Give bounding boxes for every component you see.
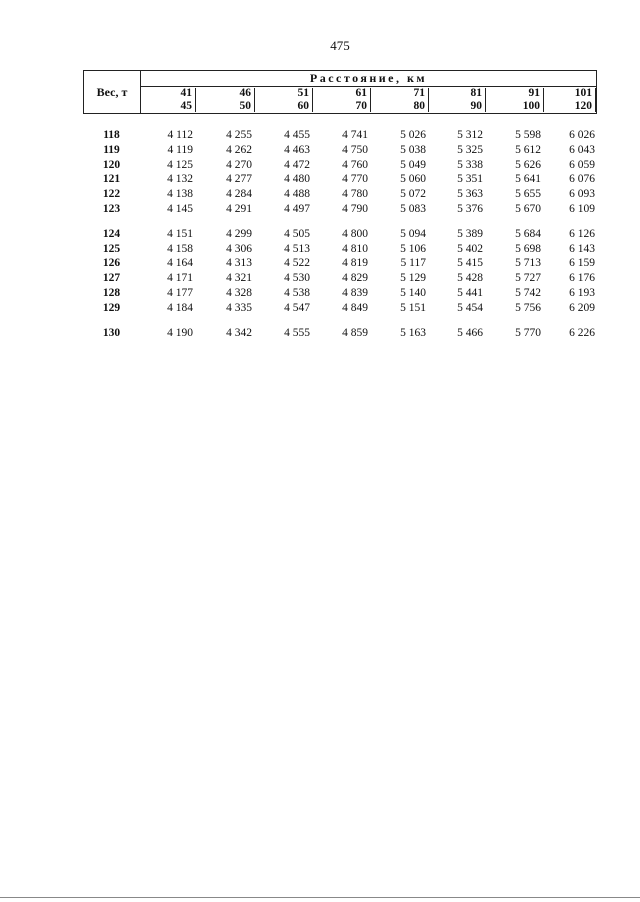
- value-cell: 5 641: [515, 173, 541, 186]
- value-cell: 4 177: [167, 286, 193, 299]
- value-cell: 4 819: [342, 257, 368, 270]
- value-cell: 5 060: [400, 173, 426, 186]
- value-cell: 4 849: [342, 301, 368, 314]
- value-cell: 5 094: [400, 227, 426, 240]
- value-cell: 5 742: [515, 286, 541, 299]
- value-cell: 4 270: [226, 158, 252, 171]
- value-cell: 4 522: [284, 257, 310, 270]
- distance-group-header: Расстояние, км: [141, 71, 596, 87]
- value-cell: 5 376: [457, 202, 483, 215]
- value-cell: 6 076: [569, 173, 595, 186]
- value-cell: 4 119: [167, 143, 193, 156]
- value-cell: 5 117: [400, 257, 426, 270]
- value-cell: 5 770: [515, 326, 541, 339]
- distance-range-header: [544, 87, 596, 113]
- value-cell: 4 284: [226, 188, 252, 201]
- page-number: 475: [330, 38, 350, 53]
- value-cell: 5 441: [457, 286, 483, 299]
- table-row: [83, 227, 597, 242]
- range-from: 46: [239, 87, 251, 99]
- value-cell: 4 488: [284, 188, 310, 201]
- range-to: 80: [413, 99, 425, 112]
- weight-cell: 123: [102, 202, 121, 215]
- value-cell: 6 226: [569, 326, 595, 339]
- value-cell: 5 163: [400, 326, 426, 339]
- value-cell: 4 790: [342, 202, 368, 215]
- page-bottom-rule: [0, 897, 640, 898]
- range-to: 50: [239, 99, 251, 112]
- weight-cell: 119: [103, 143, 120, 156]
- value-cell: 4 299: [226, 227, 252, 240]
- range-to: 120: [574, 99, 592, 112]
- value-cell: 4 306: [226, 242, 252, 255]
- value-cell: 5 049: [400, 158, 426, 171]
- value-cell: 4 164: [167, 257, 193, 270]
- value-cell: 4 455: [284, 129, 310, 141]
- value-cell: 4 505: [284, 227, 310, 240]
- value-cell: 4 255: [226, 129, 252, 141]
- value-cell: 4 800: [342, 227, 368, 240]
- value-cell: 6 026: [569, 129, 595, 141]
- range-from: 51: [297, 87, 309, 99]
- value-cell: 4 145: [167, 202, 193, 215]
- value-cell: 4 190: [167, 326, 193, 339]
- weight-cell: 130: [102, 326, 121, 339]
- value-cell: 5 454: [457, 301, 483, 314]
- value-cell: 4 547: [284, 301, 310, 314]
- distance-range-header: [373, 87, 429, 113]
- value-cell: 5 756: [515, 301, 541, 314]
- column-edge-mark: [195, 88, 197, 112]
- value-cell: 6 176: [569, 272, 595, 285]
- table-body: [83, 128, 597, 340]
- value-cell: 5 598: [515, 129, 541, 141]
- value-cell: 4 335: [226, 301, 252, 314]
- distance-range-header: [315, 87, 371, 113]
- weight-cell: 125: [102, 242, 121, 255]
- value-cell: 5 626: [515, 158, 541, 171]
- value-cell: 5 698: [515, 242, 541, 255]
- value-cell: 4 538: [284, 286, 310, 299]
- range-from: 61: [355, 87, 367, 99]
- value-cell: 5 466: [457, 326, 483, 339]
- distance-range-header: [141, 87, 196, 113]
- value-cell: 4 839: [342, 286, 368, 299]
- range-to: 70: [355, 99, 367, 112]
- value-cell: 6 193: [569, 286, 595, 299]
- value-cell: 4 277: [226, 173, 252, 186]
- distance-range-header: [488, 87, 544, 113]
- distance-range-header: [198, 87, 255, 113]
- value-cell: 4 125: [167, 158, 193, 171]
- table-row: [83, 242, 597, 257]
- weight-cell: 122: [102, 188, 121, 201]
- value-cell: 4 158: [167, 242, 193, 255]
- value-cell: 4 530: [284, 272, 310, 285]
- value-cell: 4 132: [167, 173, 193, 186]
- value-cell: 6 093: [569, 188, 595, 201]
- value-cell: 6 043: [569, 143, 595, 156]
- value-cell: 5 151: [400, 301, 426, 314]
- value-cell: 5 312: [457, 129, 483, 141]
- distance-range-header: [431, 87, 486, 113]
- column-edge-mark: [428, 88, 430, 112]
- table-row: [83, 326, 597, 341]
- range-from: 91: [528, 87, 540, 99]
- value-cell: 4 321: [226, 272, 252, 285]
- value-cell: 5 415: [457, 257, 483, 270]
- value-cell: 4 138: [167, 188, 193, 201]
- range-from: 81: [470, 87, 482, 99]
- range-from: 41: [180, 87, 192, 99]
- value-cell: 4 313: [226, 257, 252, 270]
- value-cell: 5 670: [515, 202, 541, 215]
- value-cell: 5 106: [400, 242, 426, 255]
- weight-cell: 129: [102, 301, 121, 314]
- value-cell: 5 351: [457, 173, 483, 186]
- value-cell: 4 151: [167, 227, 193, 240]
- value-cell: 5 072: [400, 188, 426, 201]
- value-cell: 4 184: [167, 301, 193, 314]
- distance-range-headers: [141, 87, 596, 113]
- value-cell: 4 112: [167, 129, 193, 141]
- value-cell: 4 472: [284, 158, 310, 171]
- value-cell: 6 143: [569, 242, 595, 255]
- value-cell: 6 159: [569, 257, 595, 270]
- column-edge-mark: [254, 88, 256, 112]
- value-cell: 5 727: [515, 272, 541, 285]
- value-cell: 5 129: [400, 272, 426, 285]
- value-cell: 4 513: [284, 242, 310, 255]
- value-cell: 5 325: [457, 143, 483, 156]
- value-cell: 5 338: [457, 158, 483, 171]
- column-edge-mark: [595, 88, 597, 112]
- value-cell: 5 612: [515, 143, 541, 156]
- value-cell: 5 713: [515, 257, 541, 270]
- table-row: [83, 172, 597, 187]
- value-cell: 4 780: [342, 188, 368, 201]
- weight-cell: 126: [102, 257, 121, 270]
- value-cell: 4 497: [284, 202, 310, 215]
- table-header: [83, 70, 597, 114]
- value-cell: 4 555: [284, 326, 310, 339]
- value-cell: 4 829: [342, 272, 368, 285]
- value-cell: 4 291: [226, 202, 252, 215]
- weight-cell: 124: [102, 227, 121, 240]
- value-cell: 5 389: [457, 227, 483, 240]
- value-cell: 4 342: [226, 326, 252, 339]
- value-cell: 4 741: [342, 129, 368, 141]
- value-cell: 5 038: [400, 143, 426, 156]
- table-row: [83, 202, 597, 217]
- column-edge-mark: [312, 88, 314, 112]
- value-cell: 5 140: [400, 286, 426, 299]
- value-cell: 6 109: [569, 202, 595, 215]
- weight-cell: 118: [103, 129, 120, 141]
- value-cell: 4 328: [226, 286, 252, 299]
- table-row: [83, 271, 597, 286]
- value-cell: 4 262: [226, 143, 252, 156]
- value-cell: 4 480: [284, 173, 310, 186]
- column-edge-mark: [485, 88, 487, 112]
- range-to: 45: [180, 99, 192, 112]
- range-from: 101: [574, 87, 592, 99]
- value-cell: 5 684: [515, 227, 541, 240]
- range-to: 60: [297, 99, 309, 112]
- table-row: [83, 256, 597, 271]
- table-row: [83, 286, 597, 301]
- weight-cell: 128: [102, 286, 121, 299]
- distance-range-header: [257, 87, 313, 113]
- value-cell: 5 363: [457, 188, 483, 201]
- value-cell: 6 209: [569, 301, 595, 314]
- weight-cell: 127: [102, 272, 121, 285]
- table-row: [83, 187, 597, 202]
- value-cell: 4 810: [342, 242, 368, 255]
- column-edge-mark: [370, 88, 372, 112]
- table-row: [83, 158, 597, 173]
- value-cell: 6 126: [569, 227, 595, 240]
- value-cell: 4 750: [342, 143, 368, 156]
- value-cell: 4 171: [167, 272, 193, 285]
- table-row: [83, 128, 597, 143]
- value-cell: 5 655: [515, 188, 541, 201]
- value-cell: 4 760: [342, 158, 368, 171]
- weight-column-header: Вес, т: [84, 71, 141, 113]
- value-cell: 5 402: [457, 242, 483, 255]
- value-cell: 4 859: [342, 326, 368, 339]
- weight-cell: 121: [102, 173, 121, 186]
- range-from: 71: [413, 87, 425, 99]
- table-row: [83, 143, 597, 158]
- weight-cell: 120: [102, 158, 121, 171]
- value-cell: 4 463: [284, 143, 310, 156]
- value-cell: 5 083: [400, 202, 426, 215]
- value-cell: 5 428: [457, 272, 483, 285]
- table-row: [83, 301, 597, 316]
- range-to: 90: [470, 99, 482, 112]
- value-cell: 4 770: [342, 173, 368, 186]
- value-cell: 6 059: [569, 158, 595, 171]
- range-to: 100: [522, 99, 540, 112]
- value-cell: 5 026: [400, 129, 426, 141]
